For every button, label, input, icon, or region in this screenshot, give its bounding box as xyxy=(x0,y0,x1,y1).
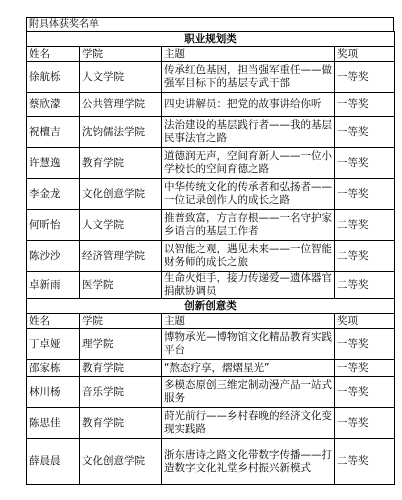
cell-name: 卓新雨 xyxy=(27,272,80,299)
cell-award: 二等奖 xyxy=(335,272,395,299)
cell-college: 文化创意学院 xyxy=(80,439,162,485)
cell-award: 一等奖 xyxy=(335,148,395,179)
table-header-row xyxy=(27,314,395,329)
cell-name: 丁卓娅 xyxy=(27,329,80,360)
section-title-row xyxy=(27,299,395,314)
cell-topic: “熬态疗享，熠熠星光” xyxy=(162,360,335,377)
cell-name: 薛晨晨 xyxy=(27,439,80,485)
cell-award: 一等奖 xyxy=(335,179,395,210)
cell-topic: 博物承光—博物馆文化精品教育实践平台 xyxy=(162,329,335,360)
cell-topic: 中华传统文化的传承者和弘扬者——一位记录创作人的成长之路 xyxy=(162,179,335,210)
table-row xyxy=(27,179,395,210)
cell-topic: 法治建设的基层践行者——我的基层民事法官之路 xyxy=(162,117,335,148)
document-caption: 附具体获奖名单 xyxy=(26,17,394,31)
table-header-row xyxy=(27,47,395,62)
table-row xyxy=(27,360,395,377)
header-topic: 主题 xyxy=(162,47,335,62)
table-row xyxy=(27,241,395,272)
cell-topic: 浙东唐诗之路文化带数字传播——打造数字文化礼堂乡村振兴新模式 xyxy=(162,439,335,485)
cell-name: 祝檀吉 xyxy=(27,117,80,148)
header-award: 奖项 xyxy=(335,47,395,62)
cell-award: 一等奖 xyxy=(335,117,395,148)
table-row xyxy=(27,377,395,408)
table-row xyxy=(27,62,395,93)
cell-name: 陈沙沙 xyxy=(27,241,80,272)
cell-name: 陈思佳 xyxy=(27,408,80,439)
cell-award: 一等奖 xyxy=(335,408,395,439)
award-list-document xyxy=(26,17,394,485)
cell-topic: 道德润无声，空间育新人——一位小学校长的空间育德之路 xyxy=(162,148,335,179)
cell-college: 文化创意学院 xyxy=(80,179,162,210)
cell-award: 二等奖 xyxy=(335,210,395,241)
cell-name: 徐航栎 xyxy=(27,62,80,93)
header-name: 姓名 xyxy=(27,314,80,329)
cell-award: 二等奖 xyxy=(335,241,395,272)
cell-topic: 推普致富，方言存根——一名守护家乡语言的基层工作者 xyxy=(162,210,335,241)
cell-college: 理学院 xyxy=(80,329,162,360)
cell-award: 一等奖 xyxy=(335,360,395,377)
award-table xyxy=(26,31,395,485)
cell-college: 教育学院 xyxy=(80,148,162,179)
section-title: 创新创意类 xyxy=(27,299,395,314)
cell-college: 沈钧儒法学院 xyxy=(80,117,162,148)
cell-name: 李金龙 xyxy=(27,179,80,210)
cell-college: 经济管理学院 xyxy=(80,241,162,272)
header-college: 学院 xyxy=(80,47,162,62)
table-row xyxy=(27,408,395,439)
cell-college: 音乐学院 xyxy=(80,377,162,408)
header-award: 奖项 xyxy=(335,314,395,329)
cell-award: 一等奖 xyxy=(335,377,395,408)
cell-college: 人文学院 xyxy=(80,62,162,93)
cell-topic: 传承红色基因，担当强军重任——做强军目标下的基层专武干部 xyxy=(162,62,335,93)
table-row xyxy=(27,117,395,148)
cell-college: 教育学院 xyxy=(80,360,162,377)
section-title: 职业规划类 xyxy=(27,32,395,47)
section-title-row xyxy=(27,32,395,47)
header-name: 姓名 xyxy=(27,47,80,62)
table-row xyxy=(27,329,395,360)
cell-name: 许慧逸 xyxy=(27,148,80,179)
table-row xyxy=(27,210,395,241)
table-row xyxy=(27,93,395,117)
cell-name: 林川杨 xyxy=(27,377,80,408)
table-row xyxy=(27,148,395,179)
header-topic: 主题 xyxy=(162,314,335,329)
cell-name: 何昕怡 xyxy=(27,210,80,241)
cell-college: 医学院 xyxy=(80,272,162,299)
cell-topic: 四史讲解员：把党的故事讲给你听 xyxy=(162,93,335,117)
cell-name: 蔡欣濛 xyxy=(27,93,80,117)
header-college: 学院 xyxy=(80,314,162,329)
table-row xyxy=(27,439,395,485)
cell-topic: 莳光前行——乡村春晚的经济文化变现实践路 xyxy=(162,408,335,439)
cell-name: 邵家栋 xyxy=(27,360,80,377)
cell-topic: 以智能之观，遇见未来——一位智能财务师的成长之旅 xyxy=(162,241,335,272)
cell-award: 一等奖 xyxy=(335,93,395,117)
cell-award: 一等奖 xyxy=(335,329,395,360)
cell-topic: 多模态原创三维定制动漫产品一站式服务 xyxy=(162,377,335,408)
table-row xyxy=(27,272,395,299)
cell-college: 公共管理学院 xyxy=(80,93,162,117)
cell-award: 一等奖 xyxy=(335,62,395,93)
cell-topic: 生命火炬手，接力传递爱—遗体器官捐献协调员 xyxy=(162,272,335,299)
cell-award: 二等奖 xyxy=(335,439,395,485)
cell-college: 人文学院 xyxy=(80,210,162,241)
cell-college: 教育学院 xyxy=(80,408,162,439)
